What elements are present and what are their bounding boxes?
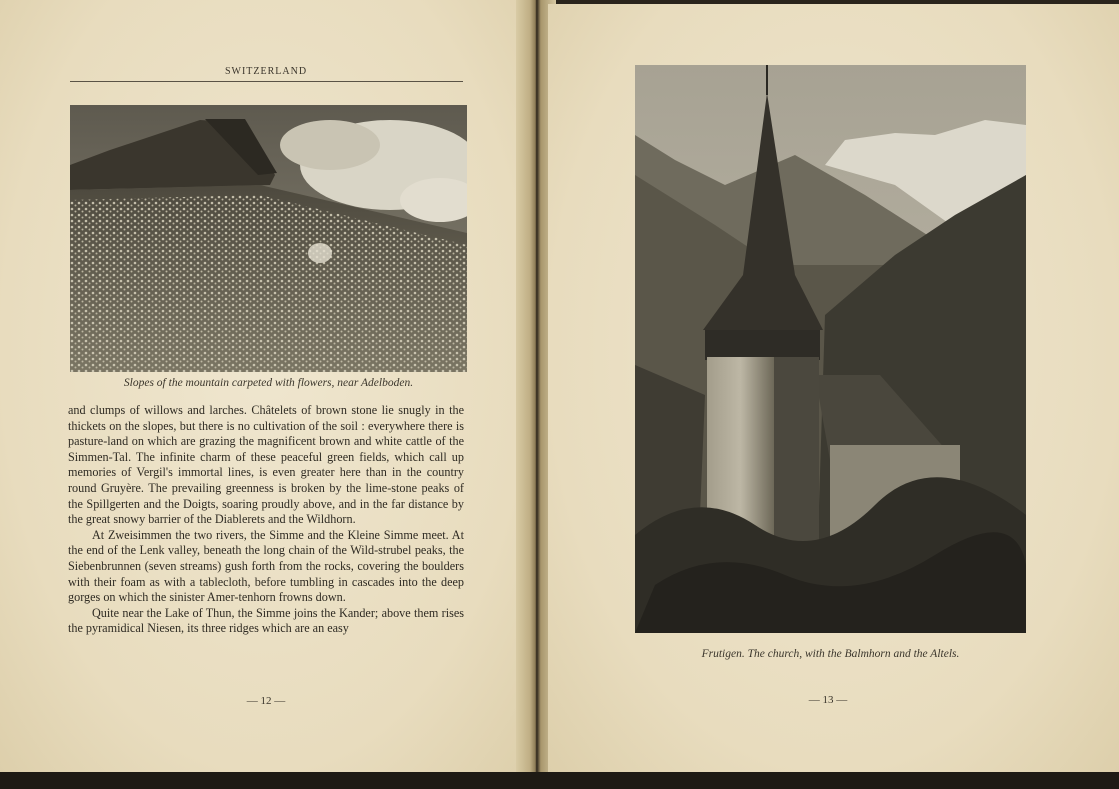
left-page xyxy=(0,0,530,772)
paragraph: At Zweisimmen the two rivers, the Simme and the Kleine Simme meet. At the end of the Lenk valley, beneath the long chain of the Wild-strubel peaks, the Siebenbrunnen (seven streams) gush forth from the rocks, covering the boulders with their foam as with a tablecloth, before tumbling in cascades into the deep gorges on which the sinister Amer-tenhorn frowns down. xyxy=(68,527,464,605)
church-photo-image xyxy=(635,65,1026,633)
paragraph: and clumps of willows and larches. Châtelets of brown stone lie snugly in the thickets on the slopes, but there is no cultivation of the soil : everywhere there is pasture-land on which are grazing the magnificent brown and white cattle of the Simmen-Tal. The infinite charm of these peaceful green fields, which call up memories of Vergil's immortal lines, is even greater here than in the country round Gruyère. The prevailing greenness is broken by the lime-stone peaks of the Spillgerten and the Doigts, soaring proudly above, and in the far distance by the great snowy barrier of the Diablerets and the Wildhorn. xyxy=(68,403,464,527)
book-edge-shadow xyxy=(0,772,1119,789)
paragraph: Quite near the Lake of Thun, the Simme joins the Kander; above them rises the pyramidical Niesen, its three ridges which are an easy xyxy=(68,605,464,636)
running-head: SWITZERLAND xyxy=(224,66,308,77)
page-number-left: — 12 — xyxy=(246,695,286,707)
church-photo-caption: Frutigen. The church, with the Balmhorn and the Altels. xyxy=(701,648,960,660)
body-text xyxy=(68,403,464,637)
right-page xyxy=(548,4,1119,772)
header-rule xyxy=(70,81,463,82)
meadow-photo-image xyxy=(70,105,467,372)
church-photo xyxy=(635,65,1026,633)
page-number-right: — 13 — xyxy=(808,694,848,706)
meadow-photo-caption: Slopes of the mountain carpeted with flowers, near Adelboden. xyxy=(123,377,414,389)
meadow-photo xyxy=(70,105,467,372)
